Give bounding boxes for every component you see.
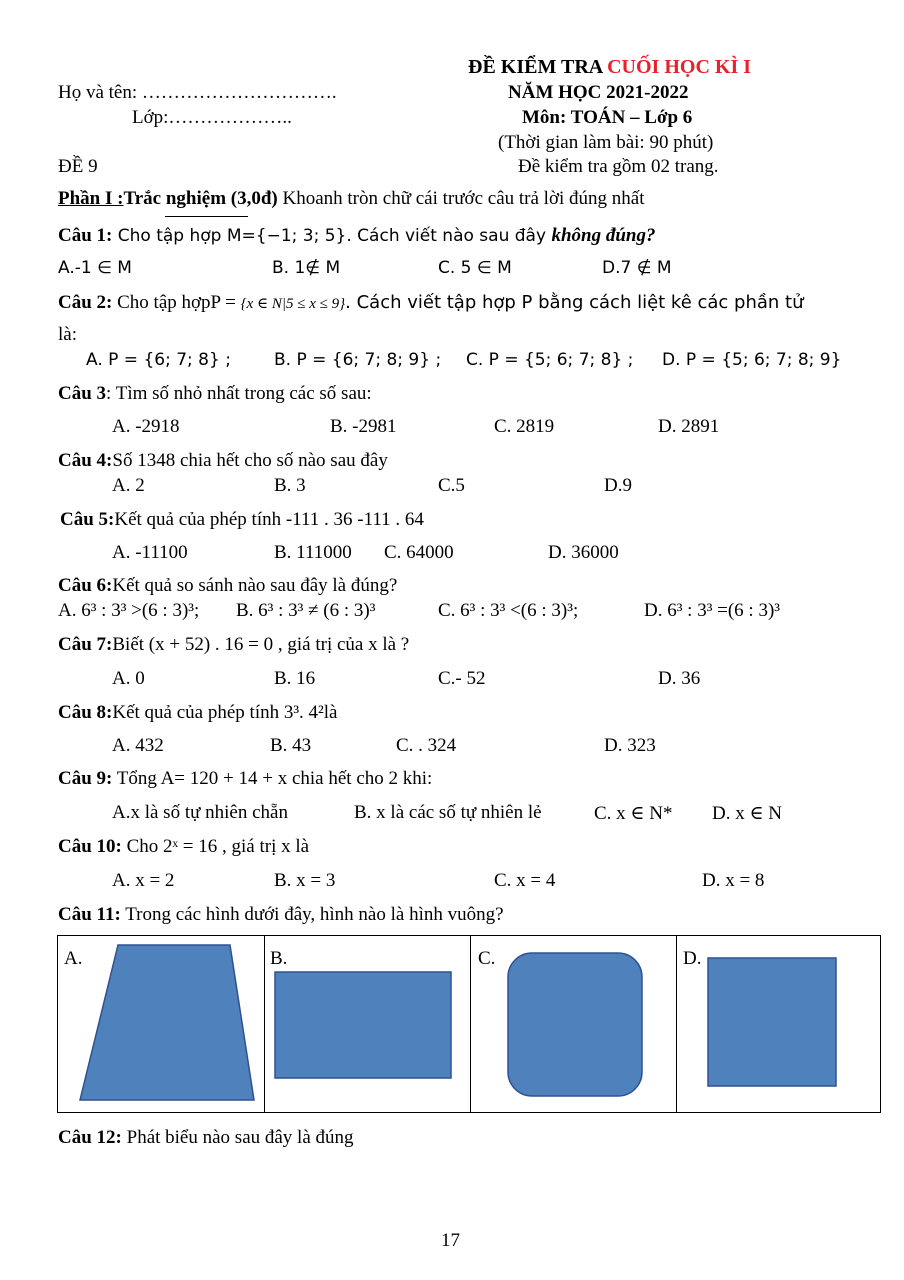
rectangle-shape: [265, 936, 470, 1114]
q6-option-d: D. 6³ : 3³ =(6 : 3)³: [644, 600, 780, 621]
q3-option-b: B. -2981: [330, 416, 397, 437]
pages-note: Đề kiểm tra gồm 02 trang.: [518, 156, 719, 177]
question-11: [58, 904, 504, 926]
question-text: : Tìm số nhỏ nhất trong các số sau:: [106, 383, 372, 404]
q7-option-a: A. 0: [112, 668, 145, 689]
shape-cell-c: [471, 936, 676, 1114]
q3-option-a: A. -2918: [112, 416, 180, 437]
question-label: Câu 2:: [58, 292, 113, 313]
question-text: Cho tập hợpP =: [112, 292, 241, 313]
question-label: Câu 9:: [58, 768, 113, 789]
page-number: 17: [441, 1230, 460, 1251]
question-label: Câu 10:: [58, 836, 122, 857]
q10-option-d: D. x = 8: [702, 870, 765, 891]
question-2-tail: là:: [58, 324, 77, 345]
q4-option-c: C.5: [438, 475, 465, 496]
q1-option-c: C. 5 ∈ M: [438, 258, 512, 278]
question-label: Câu 6:: [58, 575, 113, 596]
q9-option-b: B. x là các số tự nhiên lẻ: [354, 802, 542, 823]
q6-option-a: A. 6³ : 3³ >(6 : 3)³;: [58, 600, 200, 621]
q5-option-c: C. 64000: [384, 542, 454, 563]
question-5: [60, 509, 424, 531]
question-text: Trong các hình dưới đây, hình nào là hình vuông?: [120, 904, 504, 925]
q2-option-b: B. P = {6; 7; 8; 9} ;: [274, 350, 442, 370]
q3-option-d: D. 2891: [658, 416, 720, 437]
shape-cell-a: [58, 936, 264, 1114]
shape-label: C.: [478, 948, 496, 969]
shape-cell-d: [677, 936, 881, 1114]
question-text: Kết quả của phép tính 3³. 4²là: [112, 702, 338, 723]
question-label: Câu 12:: [58, 1127, 122, 1148]
question-8: [58, 702, 337, 724]
question-label: Câu 4:: [58, 450, 113, 471]
question-text: Tổng A= 120 + 14 + x chia hết cho 2 khi:: [112, 768, 433, 789]
subject-line: Môn: TOÁN – Lớp 6: [522, 107, 693, 128]
q5-option-b: B. 111000: [274, 542, 352, 563]
q4-option-d: D.9: [604, 475, 632, 496]
exam-title-highlight: CUỐI HỌC KÌ I: [607, 56, 752, 78]
q9-option-a: A.x là số tự nhiên chẵn: [112, 802, 288, 823]
q5-option-a: A. -11100: [112, 542, 188, 563]
square-shape: [677, 936, 881, 1114]
question-2: [58, 292, 804, 314]
question-text: Phát biểu nào sau đây là đúng: [121, 1127, 354, 1148]
name-line: Họ và tên: ………………………….: [58, 82, 337, 103]
question-12: [58, 1127, 354, 1149]
question-text-cont: . Cách viết tập hợp P bằng cách liệt kê các phần tử: [345, 292, 804, 313]
q4-option-b: B. 3: [274, 475, 306, 496]
question-emphasis: không đúng?: [551, 225, 656, 246]
q4-option-a: A. 2: [112, 475, 145, 496]
q7-option-b: B. 16: [274, 668, 316, 689]
question-label: Câu 3: [58, 383, 107, 404]
question-text: Kết quả so sánh nào sau đây là đúng?: [112, 575, 398, 596]
q7-option-d: D. 36: [658, 668, 701, 689]
question-6: [58, 575, 397, 597]
shape-label: A.: [64, 948, 83, 969]
q6-option-b: B. 6³ : 3³ ≠ (6 : 3)³: [236, 600, 376, 621]
question-text: Cho tập hợp M={−1; 3; 5}. Cách viết nào sau đây: [112, 226, 552, 246]
question-7: [58, 634, 409, 656]
q1-option-b: B. 1∉ M: [272, 258, 341, 278]
q2-option-a: A. P = {6; 7; 8} ;: [86, 350, 231, 370]
q9-option-d: D. x ∈ N: [712, 803, 783, 824]
q10-option-b: B. x = 3: [274, 870, 336, 891]
part1-instruction: Khoanh tròn chữ cái trước câu trả lời đúng nhất: [277, 188, 645, 209]
q8-option-d: D. 323: [604, 735, 656, 756]
shapes-table: [57, 935, 881, 1113]
question-text: Kết quả của phép tính -111 . 36 -111 . 64: [114, 509, 424, 530]
q8-option-b: B. 43: [270, 735, 312, 756]
part1-label: Phần I :: [58, 188, 124, 209]
class-line: Lớp:………………..: [132, 107, 292, 128]
shape-cell-b: [265, 936, 470, 1114]
q1-option-a: A.-1 ∈ M: [58, 258, 132, 278]
question-label: Câu 1:: [58, 225, 113, 246]
question-text: Số 1348 chia hết cho số nào sau đây: [112, 450, 388, 471]
question-label: Câu 8:: [58, 702, 113, 723]
question-3: [58, 383, 372, 405]
q1-option-d: D.7 ∉ M: [602, 258, 672, 278]
school-year: NĂM HỌC 2021-2022: [508, 82, 689, 103]
question-text: Biết (x + 52) . 16 = 0 , giá trị của x là ?: [112, 634, 410, 655]
q9-option-c: C. x ∈ N*: [594, 803, 673, 824]
overline: [165, 216, 248, 217]
q7-option-c: C.- 52: [438, 668, 486, 689]
rounded-square-shape: [471, 936, 676, 1114]
question-label: Câu 7:: [58, 634, 113, 655]
q6-option-c: C. 6³ : 3³ <(6 : 3)³;: [438, 600, 579, 621]
question-10: [58, 836, 309, 858]
part1-heading: [58, 188, 645, 210]
exam-title-prefix: ĐỀ KIỂM TRA: [468, 56, 608, 78]
shape-label: D.: [683, 948, 702, 969]
q5-option-d: D. 36000: [548, 542, 619, 563]
trapezoid-shape: [58, 936, 264, 1114]
q10-option-c: C. x = 4: [494, 870, 556, 891]
question-9: [58, 768, 432, 790]
exam-code: ĐỀ 9: [58, 156, 98, 177]
q3-option-c: C. 2819: [494, 416, 555, 437]
part1-title: Trắc nghiệm (3,0đ): [123, 188, 278, 209]
shape-label: B.: [270, 948, 288, 969]
q2-option-c: C. P = {5; 6; 7; 8} ;: [466, 350, 634, 370]
question-1: [58, 225, 655, 247]
q8-option-a: A. 432: [112, 735, 164, 756]
duration-line: (Thời gian làm bài: 90 phút): [498, 132, 714, 153]
q2-option-d: D. P = {5; 6; 7; 8; 9}: [662, 350, 842, 370]
q8-option-c: C. . 324: [396, 735, 457, 756]
question-label: Câu 11:: [58, 904, 121, 925]
question-text: Cho 2ˣ = 16 , giá trị x là: [121, 836, 310, 857]
set-builder: {x ∈ N|5 ≤ x ≤ 9}: [240, 296, 346, 312]
exam-title: [468, 56, 751, 79]
question-4: [58, 450, 388, 472]
q10-option-a: A. x = 2: [112, 870, 175, 891]
question-label: Câu 5:: [60, 509, 115, 530]
